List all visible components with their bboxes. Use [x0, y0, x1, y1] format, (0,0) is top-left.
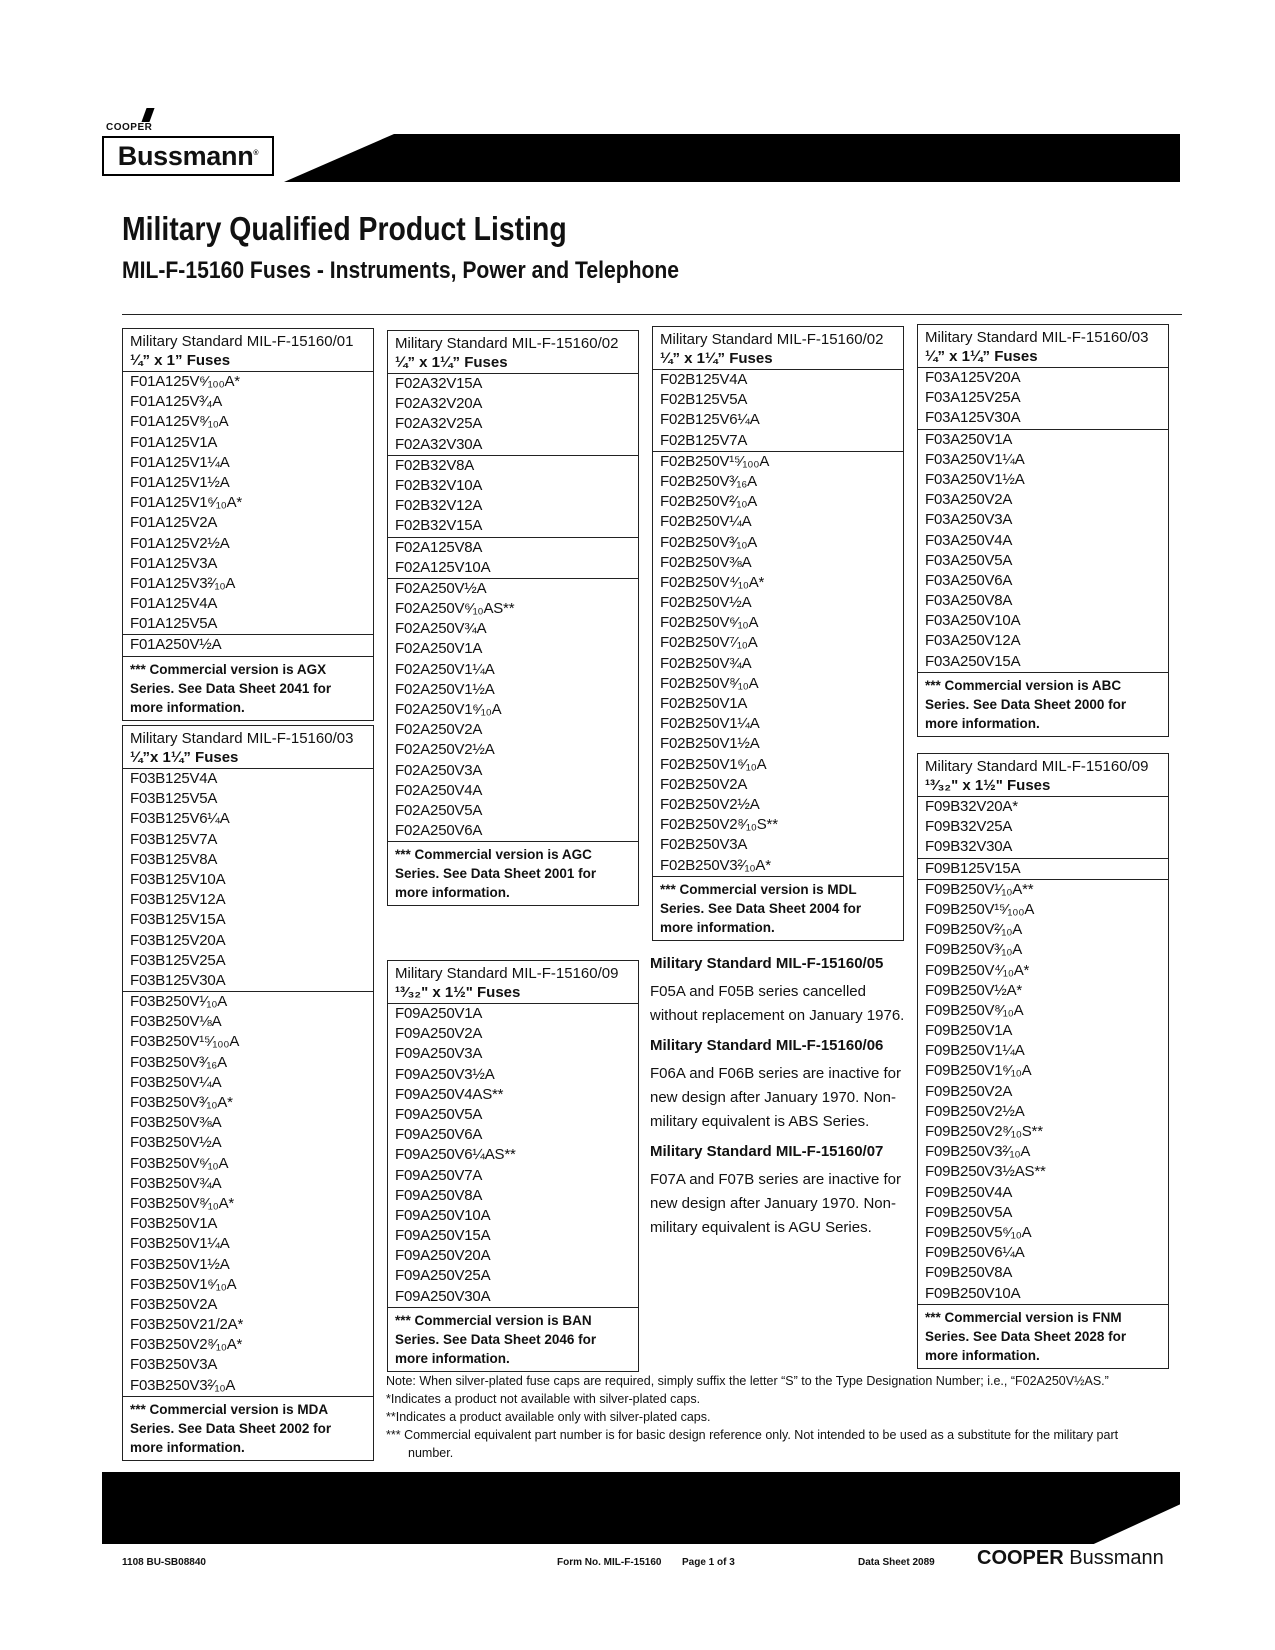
- part-number: F03B250V¹⁵⁄₁₀₀A: [130, 1033, 240, 1051]
- part-number: F09A250V7A: [395, 1166, 483, 1184]
- part-number: F01A125V3²⁄₁₀A: [130, 574, 236, 592]
- part-number: F03B250V⅜A: [130, 1114, 222, 1132]
- part-number: F03A250V6A: [925, 571, 1013, 589]
- part-group: [388, 374, 638, 456]
- part-number: F03A250V5A: [925, 551, 1013, 569]
- footnote-single-star: *Indicates a product not available with silver-plated caps.: [386, 1392, 701, 1406]
- part-number: F02A250V1½A: [395, 680, 495, 698]
- footer-band: [102, 1472, 1180, 1544]
- table-size: ¼” x 1” Fuses: [130, 352, 231, 369]
- part-number: F02B250V1⁶⁄₁₀A: [660, 755, 767, 773]
- part-number: F03B250V2⁸⁄₁₀A*: [130, 1336, 243, 1354]
- table-title: Military Standard MIL-F-15160/03: [130, 730, 354, 747]
- part-number: F02B250V3²⁄₁₀A*: [660, 856, 771, 874]
- part-number: F09A250V8A: [395, 1186, 483, 1204]
- part-number: F09A250V20A: [395, 1247, 491, 1265]
- part-number: F09B250V⁴⁄₁₀A*: [925, 961, 1030, 979]
- table-15160-09-a: [387, 960, 639, 1372]
- part-number: F02B250V⅜A: [660, 553, 752, 571]
- standards-column: [650, 954, 912, 1248]
- part-number: F03B125V8A: [130, 850, 218, 868]
- part-group: [388, 456, 638, 538]
- part-number: F09B250V5⁶⁄₁₀A: [925, 1223, 1032, 1241]
- part-number: F02B32V8A: [395, 456, 475, 474]
- part-number: F01A125V⁶⁄₁₀₀A*: [130, 373, 240, 390]
- part-number: F02B32V10A: [395, 476, 483, 494]
- part-number: F09B250V6¼A: [925, 1244, 1025, 1262]
- part-number: F09A250V10A: [395, 1206, 491, 1224]
- part-number: F09A250V4AS**: [395, 1085, 504, 1103]
- part-number: F09B250V2⁸⁄₁₀S**: [925, 1123, 1043, 1140]
- part-group: [388, 1004, 638, 1308]
- part-group: [123, 992, 373, 1397]
- part-number: F02A250V¾A: [395, 620, 487, 638]
- table-header: [918, 325, 1168, 368]
- part-number: F03B250V1A: [130, 1215, 218, 1233]
- part-number: F02A32V20A: [395, 395, 483, 413]
- part-number: F02A250V2½A: [395, 741, 495, 759]
- table-size: ¹³⁄₃₂" x 1½" Fuses: [925, 777, 1051, 794]
- part-number: F03A250V1¼A: [925, 450, 1025, 468]
- table-title: Military Standard MIL-F-15160/09: [925, 758, 1149, 775]
- part-number: F02B250V³⁄₁₀A: [660, 533, 758, 551]
- part-group: [918, 880, 1168, 1305]
- table-size: ¹³⁄₃₂" x 1½" Fuses: [395, 984, 521, 1001]
- part-number: F09A250V15A: [395, 1227, 491, 1245]
- part-number: F02B250V⁸⁄₁₀A: [660, 674, 759, 692]
- footer-logo-cooper: COOPER: [977, 1547, 1064, 1569]
- table-15160-09-b: [917, 753, 1169, 1369]
- footnote-silver-note: Note: When silver-plated fuse caps are required, simply suffix the letter “S” to the Type Designation Number; i.e., “F02A250V½AS.”: [386, 1374, 1109, 1388]
- part-number: F01A125V1A: [130, 433, 218, 451]
- part-number: F09B32V30A: [925, 838, 1013, 856]
- table-size: ¼” x 1¼” Fuses: [395, 354, 508, 371]
- brand-cooper: COOPER: [106, 122, 153, 133]
- part-number: F03B250V⅛A: [130, 1013, 222, 1031]
- part-number: F02B250V¼A: [660, 513, 752, 531]
- part-number: F02B250V2A: [660, 775, 748, 793]
- part-number: F09A250V30A: [395, 1287, 491, 1305]
- part-group: [123, 769, 373, 992]
- part-number: F02B250V3A: [660, 836, 748, 854]
- page-subtitle: MIL-F-15160 Fuses - Instruments, Power and Telephone: [122, 257, 680, 284]
- part-number: F01A125V4A: [130, 595, 218, 613]
- part-number: F02B250V¾A: [660, 654, 752, 672]
- part-number: F02A32V25A: [395, 415, 483, 433]
- part-number: F09B250V2½A: [925, 1102, 1025, 1120]
- part-number: F02B250V1A: [660, 695, 748, 712]
- part-number: F03B125V10A: [130, 870, 226, 888]
- standard-text: F06A and F06B series are inactive for new design after January 1970. Non-military equivalent is ABS Series.: [650, 1065, 901, 1130]
- part-number: F09B250V²⁄₁₀A: [925, 921, 1023, 939]
- part-number: F02B250V¹⁵⁄₁₀₀A: [660, 452, 770, 470]
- table-header: [388, 331, 638, 374]
- part-number: F09B250V1¼A: [925, 1042, 1025, 1060]
- part-number: F03A250V1A: [925, 430, 1013, 448]
- part-number: F03A250V8A: [925, 592, 1013, 610]
- part-number: F03A250V10A: [925, 612, 1021, 630]
- part-number: F03B250V½A: [130, 1134, 222, 1152]
- part-number: F02B125V6¼A: [660, 411, 760, 429]
- part-number: F03B125V7A: [130, 830, 218, 848]
- part-number: F02A250V2A: [395, 721, 483, 739]
- part-number: F09A250V25A: [395, 1267, 491, 1285]
- part-number: F02A125V10A: [395, 558, 491, 576]
- title-divider: [122, 314, 1182, 315]
- brand-name: Bussmann: [117, 140, 254, 171]
- part-group: [918, 859, 1168, 880]
- part-number: F09A250V3½A: [395, 1065, 495, 1083]
- part-number: F01A125V2A: [130, 514, 218, 532]
- part-number: F03B250V¹⁄₁₀A: [130, 993, 228, 1011]
- table-header: [123, 329, 373, 372]
- part-number: F09A250V6A: [395, 1126, 483, 1144]
- commercial-version-note: *** Commercial version is MDL Series. See Data Sheet 2004 for more information.: [660, 881, 862, 935]
- part-number: F03A125V25A: [925, 389, 1021, 407]
- part-number: F09B250V½A*: [925, 981, 1023, 999]
- footer-page-number: Page 1 of 3: [682, 1557, 735, 1568]
- header-band: [284, 134, 1180, 182]
- standard-title: Military Standard MIL-F-15160/05: [650, 955, 884, 972]
- table-header: [388, 961, 638, 1004]
- part-number: F03B250V3A: [130, 1356, 218, 1374]
- table-header: [123, 726, 373, 769]
- part-number: F03B250V21/2A*: [130, 1316, 244, 1334]
- part-number: F01A125V⁸⁄₁₀A: [130, 413, 229, 431]
- part-number: F02B125V4A: [660, 371, 748, 388]
- part-group: [653, 370, 903, 452]
- part-number: F09B250V8A: [925, 1264, 1013, 1282]
- commercial-version-note: *** Commercial version is FNM Series. See Data Sheet 2028 for more information.: [925, 1309, 1127, 1363]
- part-number: F09B250V3²⁄₁₀A: [925, 1143, 1031, 1161]
- part-number: F03B250V1⁶⁄₁₀A: [130, 1275, 237, 1293]
- part-number: F02B250V⁷⁄₁₀A: [660, 634, 758, 652]
- part-number: F03A250V3A: [925, 511, 1013, 529]
- part-group: [388, 579, 638, 842]
- table-15160-01: [122, 328, 374, 721]
- footer-code: 1108 BU-SB08840: [122, 1557, 206, 1568]
- part-group: [918, 797, 1168, 859]
- part-group: [388, 538, 638, 579]
- standard-text: F07A and F07B series are inactive for new design after January 1970. Non-military equivalent is AGU Series.: [650, 1171, 901, 1236]
- standard-07: [650, 1142, 912, 1240]
- footnote-triple-star: *** Commercial equivalent part number is for basic design reference only. Not intended to be used as a substitute for the military part: [386, 1428, 1119, 1442]
- part-number: F02B125V7A: [660, 431, 748, 449]
- page-title: Military Qualified Product Listing: [122, 210, 567, 247]
- brand-logo: [102, 136, 274, 176]
- part-number: F02A250V6A: [395, 822, 483, 840]
- part-number: F02A32V15A: [395, 375, 483, 392]
- part-number: F01A125V1⁶⁄₁₀A*: [130, 494, 243, 512]
- part-number: F09B250V³⁄₁₀A: [925, 941, 1023, 959]
- table-title: Military Standard MIL-F-15160/01: [130, 333, 354, 350]
- part-number: F09B125V15A: [925, 859, 1021, 877]
- part-group: [653, 452, 903, 877]
- commercial-version-note: *** Commercial version is MDA Series. See Data Sheet 2002 for more information.: [130, 1401, 332, 1455]
- part-number: F09B250V10A: [925, 1284, 1021, 1302]
- commercial-version-note: *** Commercial version is ABC Series. See Data Sheet 2000 for more information.: [925, 677, 1127, 731]
- footnote-triple-star-cont: number.: [408, 1446, 454, 1460]
- part-number: F09B250V¹⁵⁄₁₀₀A: [925, 900, 1035, 918]
- part-number: F09B250V2A: [925, 1082, 1013, 1100]
- part-number: F03B125V4A: [130, 770, 218, 787]
- standard-title: Military Standard MIL-F-15160/06: [650, 1037, 884, 1054]
- part-number: F03B250V⁶⁄₁₀A: [130, 1154, 229, 1172]
- part-number: F03B250V⁸⁄₁₀A*: [130, 1194, 235, 1212]
- part-number: F03A250V15A: [925, 652, 1021, 670]
- part-number: F02A250V4A: [395, 781, 483, 799]
- part-number: F09A250V5A: [395, 1105, 483, 1123]
- part-number: F02B250V1¼A: [660, 715, 760, 733]
- part-group: [918, 368, 1168, 430]
- standard-title: Military Standard MIL-F-15160/07: [650, 1143, 884, 1160]
- part-number: F03B125V5A: [130, 790, 218, 808]
- table-title: Military Standard MIL-F-15160/02: [395, 335, 619, 352]
- footer-logo-bussmann: Bussmann: [1063, 1547, 1164, 1569]
- part-number: F01A125V5A: [130, 615, 218, 633]
- footnote-double-star: **Indicates a product available only with silver-plated caps.: [386, 1410, 711, 1424]
- standard-05: [650, 954, 912, 1028]
- part-number: F01A125V2½A: [130, 534, 230, 552]
- table-15160-02-b: [652, 326, 904, 941]
- table-title: Military Standard MIL-F-15160/03: [925, 329, 1149, 346]
- part-number: F03B125V6¼A: [130, 810, 230, 828]
- part-group: [123, 635, 373, 656]
- standard-text: F05A and F05B series cancelled without replacement on January 1976.: [650, 983, 905, 1024]
- part-number: F01A125V1½A: [130, 473, 230, 491]
- part-number: F02B250V³⁄₁₆A: [660, 472, 757, 490]
- commercial-version-note: *** Commercial version is BAN Series. See Data Sheet 2046 for more information.: [395, 1312, 597, 1366]
- part-number: F03B125V25A: [130, 951, 226, 969]
- part-number: F09B32V25A: [925, 818, 1013, 836]
- table-size: ¼” x 1¼” Fuses: [925, 348, 1038, 365]
- table-15160-03-a: [917, 324, 1169, 737]
- part-number: F02A250V1⁶⁄₁₀A: [395, 701, 502, 718]
- part-number: F03B125V20A: [130, 931, 226, 949]
- table-size: ¼” x 1¼” Fuses: [660, 350, 773, 367]
- footer-form-number: Form No. MIL-F-15160: [557, 1557, 662, 1568]
- part-number: F09B32V20A*: [925, 798, 1018, 815]
- part-number: F03B125V15A: [130, 911, 226, 929]
- table-size: ¼”x 1¼” Fuses: [130, 749, 239, 766]
- part-number: F09A250V2A: [395, 1025, 483, 1043]
- part-number: F03B125V12A: [130, 891, 226, 909]
- part-number: F09B250V⁸⁄₁₀A: [925, 1001, 1024, 1019]
- part-number: F03A250V2A: [925, 491, 1013, 509]
- part-group: [918, 430, 1168, 673]
- part-number: F02B250V2⁸⁄₁₀S**: [660, 816, 778, 834]
- part-number: F02A32V30A: [395, 435, 483, 453]
- part-number: F02B250V⁴⁄₁₀A*: [660, 573, 765, 591]
- part-number: F09A250V6¼AS**: [395, 1146, 516, 1164]
- part-number: F03B250V3²⁄₁₀A: [130, 1376, 236, 1394]
- part-number: F03B250V1¼A: [130, 1235, 230, 1253]
- part-number: F03B250V³⁄₁₀A*: [130, 1094, 233, 1111]
- table-15160-02-a: [387, 330, 639, 906]
- part-number: F09B250V5A: [925, 1203, 1013, 1221]
- part-number: F02B125V5A: [660, 391, 748, 409]
- brand-reg: ®: [253, 149, 259, 157]
- part-number: F02A250V½A: [395, 579, 487, 597]
- part-number: F02B32V12A: [395, 497, 483, 515]
- part-number: F03B250V1½A: [130, 1255, 230, 1273]
- part-number: F01A125V1¼A: [130, 453, 230, 471]
- part-number: F09B250V3½AS**: [925, 1163, 1046, 1181]
- part-number: F03B250V³⁄₁₆A: [130, 1053, 227, 1071]
- part-number: F02B32V15A: [395, 517, 483, 535]
- footnotes: [386, 1372, 1186, 1462]
- table-title: Military Standard MIL-F-15160/09: [395, 965, 619, 982]
- part-number: F02B250V2½A: [660, 795, 760, 813]
- part-number: F03B250V2A: [130, 1295, 218, 1313]
- part-number: F09A250V1A: [395, 1005, 483, 1022]
- commercial-version-note: *** Commercial version is AGX Series. See Data Sheet 2041 for more information.: [130, 661, 332, 715]
- part-number: F01A125V3A: [130, 554, 218, 572]
- footer-logo: [977, 1547, 1164, 1570]
- part-number: F03B250V¾A: [130, 1174, 222, 1192]
- part-number: F03A125V30A: [925, 409, 1021, 427]
- part-number: F09B250V¹⁄₁₀A**: [925, 880, 1034, 898]
- table-title: Military Standard MIL-F-15160/02: [660, 331, 884, 348]
- table-header: [653, 327, 903, 370]
- part-number: F03A250V12A: [925, 632, 1021, 650]
- part-number: F09B250V1⁶⁄₁₀A: [925, 1062, 1032, 1080]
- brand-mark-icon: [141, 108, 154, 122]
- part-number: F03A125V20A: [925, 369, 1021, 386]
- footer-data-sheet: Data Sheet 2089: [858, 1557, 935, 1568]
- standard-06: [650, 1036, 912, 1134]
- part-number: F02A250V1¼A: [395, 660, 495, 678]
- part-number: F03B125V30A: [130, 971, 226, 989]
- part-number: F02B250V1½A: [660, 735, 760, 753]
- part-number: F02A250V⁶⁄₁₀AS**: [395, 600, 515, 618]
- commercial-version-note: *** Commercial version is AGC Series. See Data Sheet 2001 for more information.: [395, 847, 597, 901]
- part-number: F03B250V¼A: [130, 1073, 222, 1091]
- table-15160-03-b: [122, 725, 374, 1461]
- part-number: F03A250V4A: [925, 531, 1013, 549]
- part-number: F09B250V4A: [925, 1183, 1013, 1201]
- part-number: F01A250V½A: [130, 636, 222, 654]
- part-number: F02A250V1A: [395, 640, 483, 658]
- part-number: F09B250V1A: [925, 1022, 1013, 1040]
- part-number: F02B250V⁶⁄₁₀A: [660, 614, 759, 632]
- part-number: F02A250V3A: [395, 761, 483, 779]
- part-number: F02B250V½A: [660, 594, 752, 612]
- part-group: [123, 372, 373, 635]
- part-number: F03A250V1½A: [925, 470, 1025, 488]
- part-number: F01A125V³⁄₄A: [130, 393, 223, 411]
- part-number: F09A250V3A: [395, 1045, 483, 1063]
- part-number: F02A250V5A: [395, 801, 483, 819]
- table-header: [918, 754, 1168, 797]
- part-number: F02B250V²⁄₁₀A: [660, 493, 758, 511]
- part-number: F02A125V8A: [395, 538, 483, 556]
